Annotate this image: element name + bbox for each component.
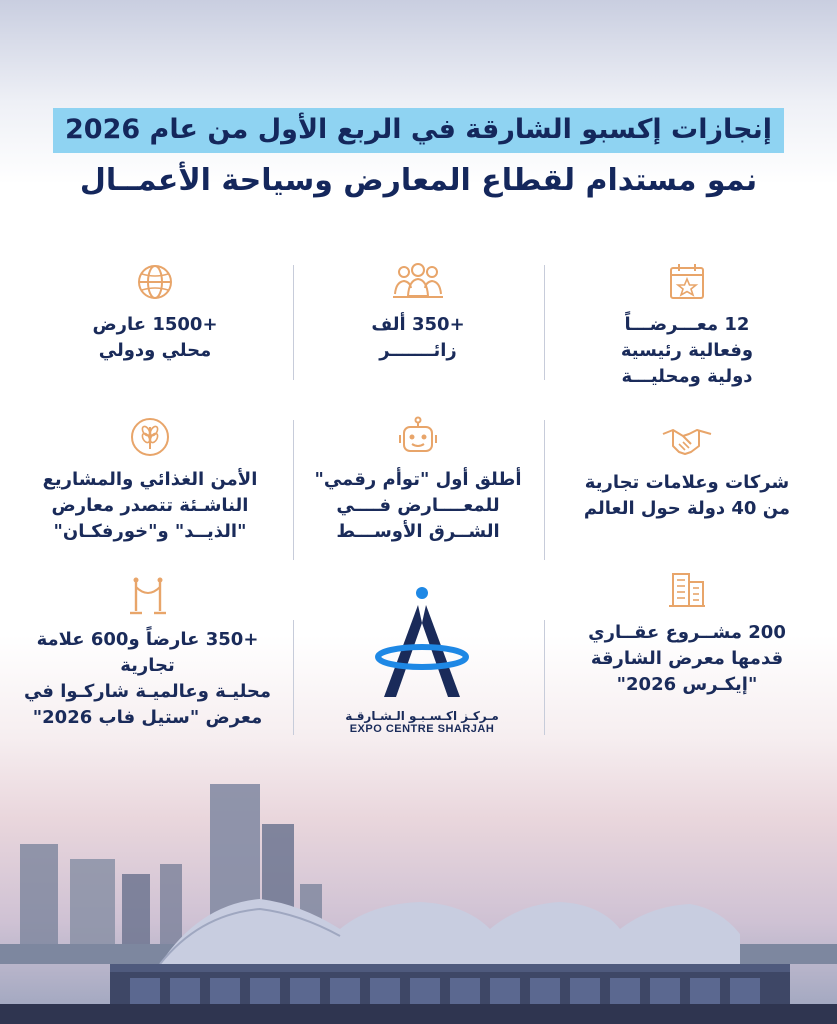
building-icon bbox=[665, 568, 709, 612]
robot-icon bbox=[396, 415, 440, 459]
globe-icon bbox=[133, 260, 177, 304]
calendar-star-icon bbox=[665, 260, 709, 304]
expo-logo-icon bbox=[362, 585, 482, 703]
people-group-icon bbox=[388, 260, 448, 304]
handshake-icon bbox=[659, 418, 715, 462]
wheat-icon bbox=[128, 415, 172, 459]
expo-centre-logo bbox=[322, 585, 522, 745]
stat-visitors-text: +350 ألف زائـــــــر bbox=[371, 314, 465, 361]
divider bbox=[544, 620, 545, 735]
skyline-background bbox=[0, 764, 837, 1024]
stat-real-estate bbox=[572, 568, 802, 698]
stat-steel-fab bbox=[10, 575, 285, 731]
stat-food-security bbox=[20, 415, 280, 545]
stat-real-estate-text: 200 مشــروع عقــاري قدمها معرض الشارقة "إيكـرس 2026" bbox=[588, 622, 786, 695]
divider bbox=[544, 265, 545, 380]
main-title: إنجازات إكسبو الشارقة في الربع الأول من عام 2026 bbox=[53, 108, 784, 153]
divider bbox=[293, 420, 294, 560]
stat-exhibitions-text: 12 معـــرضـــاً وفعالية رئيسية دولية ومحليـــة bbox=[620, 314, 754, 387]
logo-arabic-text: مـركـز اكـسـبـو الـشـارقـة bbox=[345, 709, 499, 723]
stat-steel-fab-text: +350 عارضاً و600 علامة تجارية محليـة وعالميـة شاركـوا في معرض "ستيل فاب 2026" bbox=[23, 629, 272, 728]
stat-digital-twin-text: أطلق أول "توأم رقمي" للمعــــارض فــــي الشــرق الأوســـط bbox=[314, 469, 522, 542]
stat-visitors bbox=[303, 260, 533, 364]
divider bbox=[293, 265, 294, 380]
stanchion-icon bbox=[126, 575, 170, 619]
stat-food-security-text: الأمن الغذائي والمشاريع الناشـئة تتصدر معارض "الذيــد" و"خورفكـان" bbox=[42, 469, 258, 542]
subtitle: نمو مستدام لقطاع المعارض وسياحة الأعمــال bbox=[79, 163, 758, 198]
title-block bbox=[0, 108, 837, 201]
logo-english-text: EXPO CENTRE SHARJAH bbox=[349, 723, 495, 735]
stat-companies bbox=[572, 418, 802, 522]
stat-exhibitions bbox=[572, 260, 802, 390]
stat-exhibitors-text: +1500 عارض محلي ودولي bbox=[92, 314, 218, 361]
stat-exhibitors bbox=[40, 260, 270, 364]
divider bbox=[544, 420, 545, 560]
stat-companies-text: شركات وعلامات تجارية من 40 دولة حول العالم bbox=[583, 472, 791, 519]
divider bbox=[293, 620, 294, 735]
stat-digital-twin bbox=[303, 415, 533, 545]
